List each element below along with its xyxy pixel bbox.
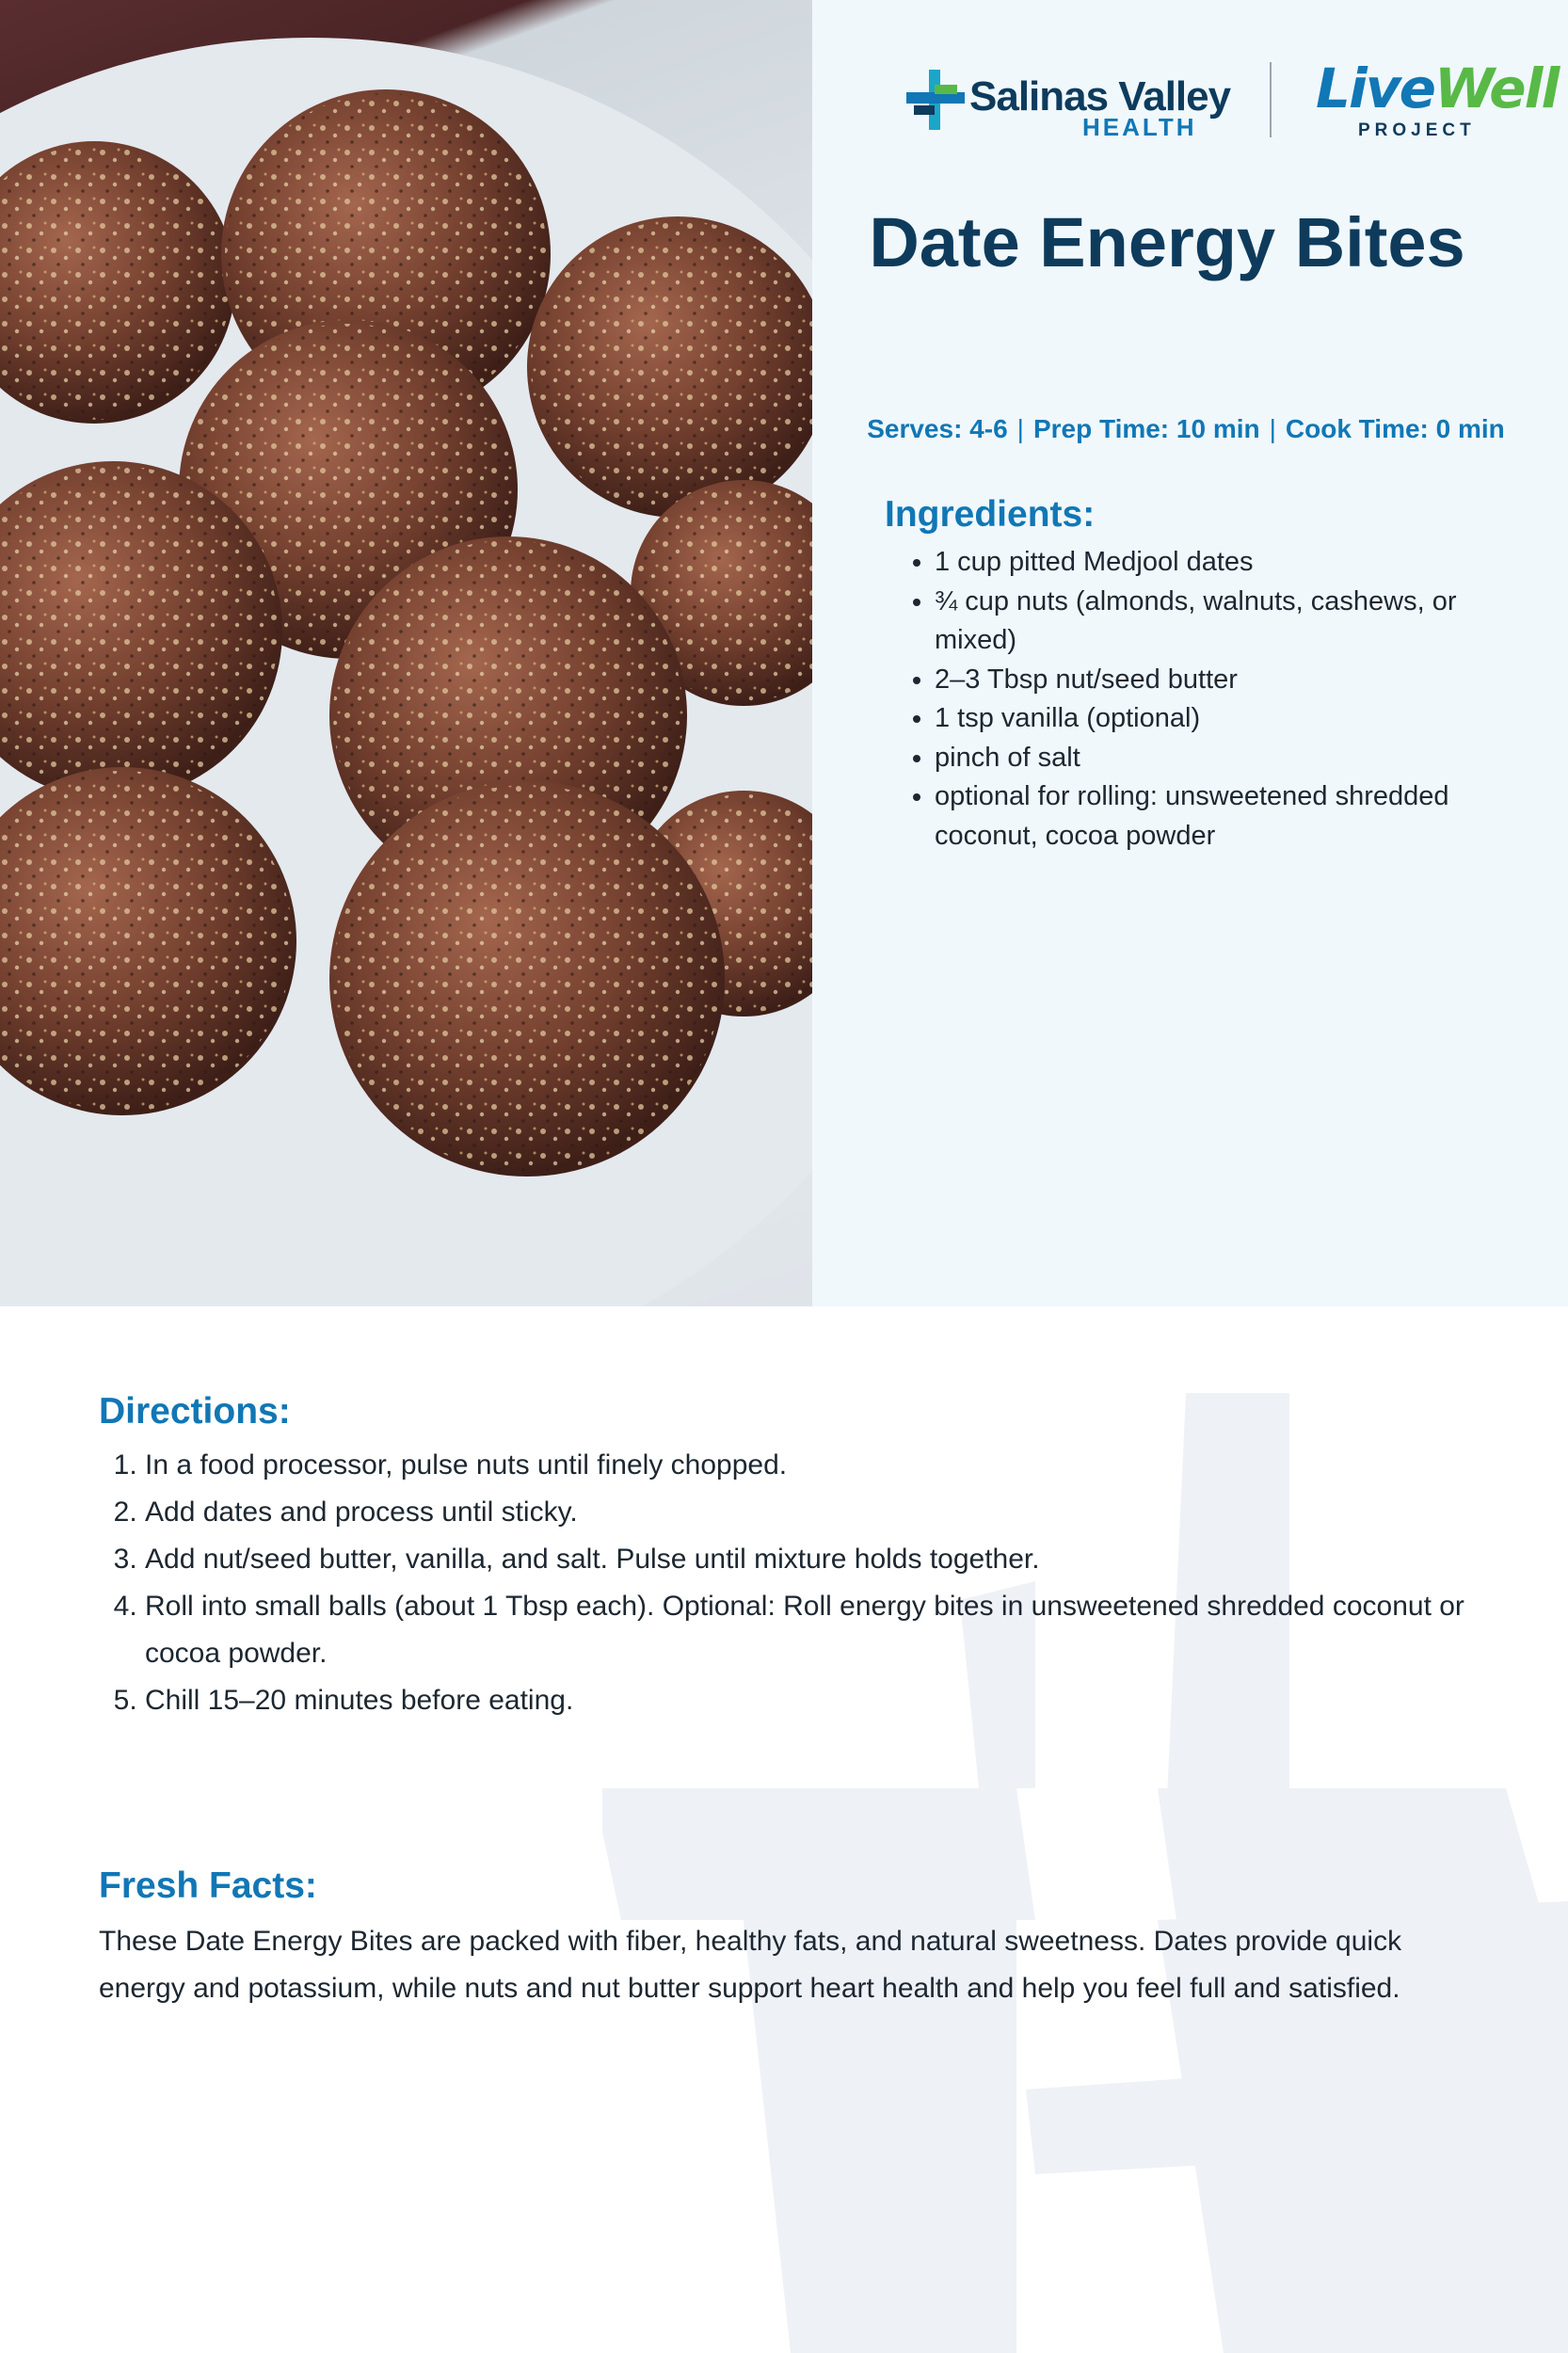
recipe-meta (828, 414, 1544, 444)
meta-separator: | (1269, 414, 1276, 443)
prep-time-text: Prep Time: 10 min (1032, 414, 1260, 443)
ingredients-section (885, 494, 1496, 856)
ingredient-item: • optional for rolling: unsweetened shredded coconut, cocoa powder (935, 777, 1496, 856)
health-logo-text: HEALTH (1082, 113, 1197, 141)
ingredient-item: • pinch of salt (935, 739, 1496, 778)
direction-step: 5. Chill 15–20 minutes before eating. (145, 1677, 1492, 1724)
directions-section (99, 1391, 1492, 1724)
fresh-facts-text: These Date Energy Bites are packed with fiber, healthy fats, and natural sweetness. Dates provide quick energy and potassium, while nuts and nut butter support heart health and help you feel full and satisfied. (99, 1926, 1402, 2004)
ingredient-item: • 1 cup pitted Medjool dates (935, 543, 1496, 583)
serves-text: Serves: 4-6 (867, 414, 1008, 443)
well-logo-text: Well (1433, 56, 1559, 120)
ingredient-item: • 1 tsp vanilla (optional) (935, 699, 1496, 739)
energy-bites-image (0, 0, 812, 1306)
energy-bite-texture (333, 785, 721, 1173)
direction-step: 2. Add dates and process until sticky. (145, 1489, 1492, 1536)
ingredients-heading: Ingredients: (885, 494, 1096, 535)
live-well-logo (1316, 56, 1558, 120)
energy-bite-texture (531, 220, 812, 514)
project-logo-text: PROJECT (1358, 120, 1476, 140)
direction-step: 1. In a food processor, pulse nuts until finely chopped. (145, 1442, 1492, 1489)
ingredients-list (885, 543, 1496, 856)
live-logo-text: Live (1316, 56, 1434, 120)
fresh-facts-heading: Fresh Facts: (99, 1865, 317, 1906)
recipe-title: Date Energy Bites (869, 203, 1465, 281)
direction-step: 4. Roll into small balls (about 1 Tbsp each). Optional: Roll energy bites in unsweetened shredded coconut or cocoa powder. (145, 1583, 1492, 1677)
ingredient-item: • 2–3 Tbsp nut/seed butter (935, 661, 1496, 700)
cook-time-text: Cook Time: 0 min (1285, 414, 1505, 443)
meta-separator: | (1016, 414, 1024, 443)
recipe-photo (0, 0, 812, 1306)
salinas-valley-cross-icon (906, 70, 965, 130)
directions-heading: Directions: (99, 1391, 291, 1432)
logo-divider (1270, 62, 1272, 137)
directions-list (99, 1442, 1492, 1724)
ingredient-item: • ¾ cup nuts (almonds, walnuts, cashews, or mixed) (935, 583, 1496, 661)
salinas-valley-logo-text: Salinas Valley (969, 73, 1231, 120)
fresh-facts-section (99, 1865, 1492, 2012)
direction-step: 3. Add nut/seed butter, vanilla, and salt. Pulse until mixture holds together. (145, 1536, 1492, 1583)
